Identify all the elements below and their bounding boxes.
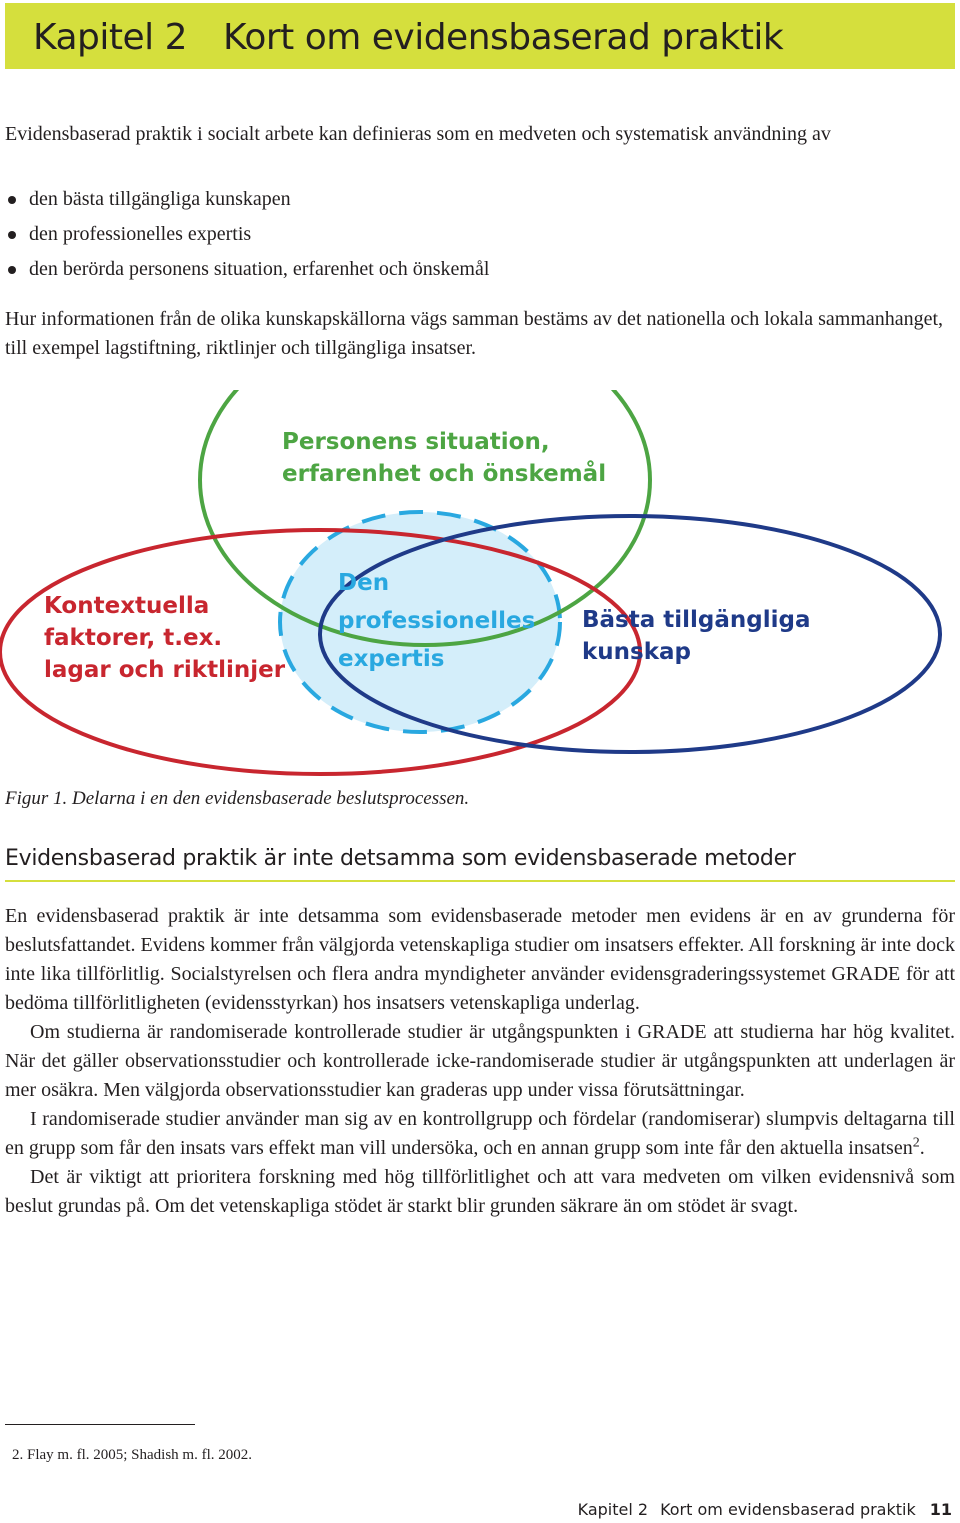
chapter-number: Kapitel 2 — [33, 17, 188, 58]
bullet-icon — [8, 196, 16, 204]
footer-chapter-label: Kapitel 2 — [577, 1500, 649, 1519]
chapter-title — [33, 17, 783, 58]
knowledge-label-line2: kunskap — [582, 639, 692, 665]
body-paragraph-3: I randomiserade studier använder man sig av en kontrollgrupp och fördelar (randomiserar) slumpvis deltagarna till en grupp som får den insats vars effekt man vill undersöka, och en annan grupp som inte får den aktuella insatsen$^2$. — [5, 1108, 955, 1159]
bullet-list — [5, 182, 489, 287]
expert-label-line3: expertis — [338, 646, 445, 672]
chapter-name: Kort om evidensbaserad praktik — [223, 17, 784, 58]
person-label-line1: Personens situation, — [282, 429, 550, 455]
context-paragraph: Hur informationen från de olika kunskapskällorna vägs samman bestäms av det nationella och lokala sammanhanget, till exempel lagstiftning, riktlinjer och tillgängliga insatser. — [5, 308, 944, 359]
footnote-ref: 2 — [912, 1135, 920, 1151]
body-paragraph-2: Om studierna är randomiserade kontrollerade studier är utgångspunkten i GRADE att studierna har hög kvalitet. När det gäller observationsstudier och kontrollerade icke-randomiserade studier är utgångspunkten att underlagen är mer osäkra. Men välgjorda observationsstudier kan graderas upp under vissa förutsättningar. — [5, 1021, 955, 1101]
bullet-icon — [8, 266, 16, 274]
running-footer — [578, 1500, 952, 1519]
venn-diagram — [0, 390, 960, 790]
context-label-line2: faktorer, t.ex. — [44, 625, 223, 651]
chapter-header-bar — [5, 3, 955, 69]
body-paragraph-1: En evidensbaserad praktik är inte detsamma som evidensbaserade metoder men evidens är en av grunderna för beslutsfattandet. Evidens kommer från välgjorda vetenskapliga studier om insatsers effekter. All forskning är inte dock inte lika tillförlitlig. Socialstyrelsen och flera andra myndigheter använder evidensgraderingssystemet GRADE för att bedöma tillförlitligheten (evidensstyrkan) hos insatsers vetenskapliga underlag. — [5, 905, 955, 1014]
bullet-icon — [8, 231, 16, 239]
page-number: 11 — [929, 1500, 952, 1519]
list-item: den bästa tillgängliga kunskapen — [5, 182, 489, 217]
figure-caption: Figur 1. Delarna i en den evidensbaserade beslutsprocessen. — [5, 788, 470, 809]
expert-label-line2: professionelles — [338, 608, 536, 634]
context-label-line1: Kontextuella — [44, 593, 210, 619]
body-paragraph-4: Det är viktigt att prioritera forskning med hög tillförlitlighet och att vara medveten om vilken evidensnivå som beslut grundas på. Om det vetenskapliga stödet är starkt blir grunden säkrare än om stödet är svagt. — [5, 1166, 955, 1217]
section-heading: Evidensbaserad praktik är inte detsamma som evidensbaserade metoder — [5, 846, 955, 882]
section-body — [5, 902, 955, 1221]
footnote: 2. Flay m. fl. 2005; Shadish m. fl. 2002. — [12, 1447, 252, 1463]
intro-paragraph: Evidensbaserad praktik i socialt arbete kan definieras som en medveten och systematisk användning av — [5, 123, 831, 145]
knowledge-label-line1: Bästa tillgängliga — [582, 607, 811, 633]
list-item: den professionelles expertis — [5, 217, 489, 252]
context-label-line3: lagar och riktlinjer — [44, 657, 286, 683]
footnote-divider — [5, 1424, 195, 1425]
list-item: den berörda personens situation, erfarenhet och önskemål — [5, 252, 489, 287]
person-label-line2: erfarenhet och önskemål — [282, 461, 607, 487]
footer-chapter-title: Kort om evidensbaserad praktik — [660, 1500, 916, 1519]
expert-label-line1: Den — [338, 570, 390, 596]
